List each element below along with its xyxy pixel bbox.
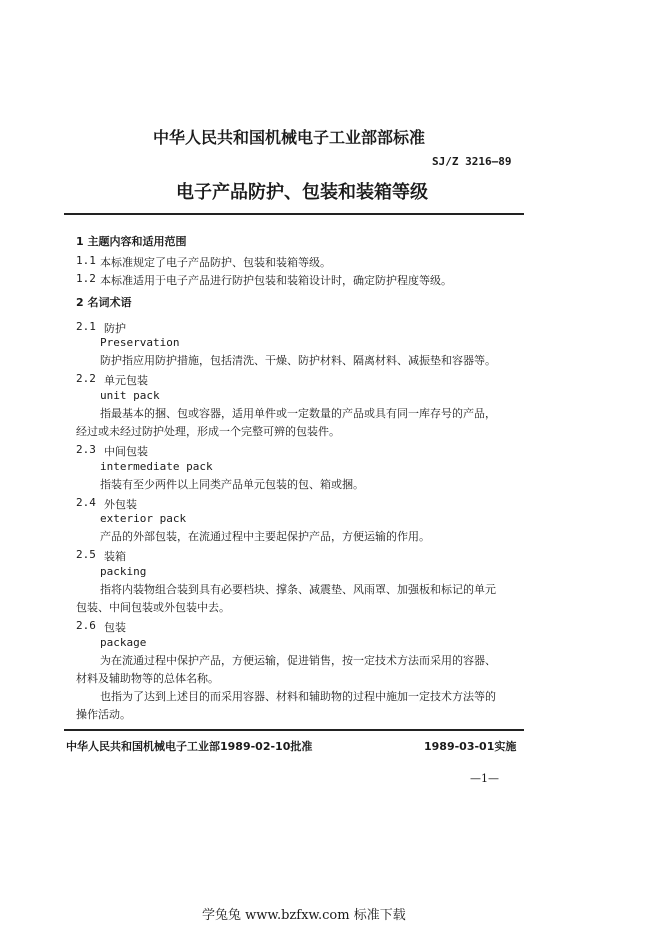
term-2-5-number: 2.5 bbox=[76, 548, 96, 561]
approval-date: 中华人民共和国机械电子工业部1989-02-10批准 bbox=[66, 740, 313, 753]
document-title: 电子产品防护、包装和装箱等级 bbox=[176, 182, 428, 203]
section-1-heading: 1 主题内容和适用范围 bbox=[76, 235, 187, 248]
term-2-5-definition-line1: 指将内装物组合装到具有必要档块、撑条、减震垫、风雨罩、加强板和标记的单元 bbox=[100, 583, 496, 596]
term-2-6-english: package bbox=[100, 636, 147, 649]
term-2-3-definition: 指装有至少两件以上同类产品单元包装的包、箱或捆。 bbox=[100, 478, 364, 491]
footer-rule bbox=[64, 729, 524, 731]
site-watermark: 学兔兔 www.bzfxw.com 标准下载 bbox=[202, 908, 406, 923]
term-2-4-number: 2.4 bbox=[76, 496, 96, 509]
header-rule bbox=[64, 213, 524, 215]
term-2-5-english: packing bbox=[100, 565, 147, 578]
term-2-2-definition-line1: 指最基本的捆、包或容器，适用单件或一定数量的产品或具有同一库存号的产品， bbox=[100, 407, 496, 420]
clause-1-1-text: 本标准规定了电子产品防护、包装和装箱等级。 bbox=[100, 256, 331, 269]
term-2-5-name: 装箱 bbox=[104, 550, 126, 563]
term-2-4-english: exterior pack bbox=[100, 512, 187, 525]
term-2-3-english: intermediate pack bbox=[100, 460, 213, 473]
clause-1-1-number: 1.1 bbox=[76, 254, 96, 267]
term-2-1-english: Preservation bbox=[100, 336, 180, 349]
term-2-2-definition-line2: 经过或未经过防护处理，形成一个完整可辨的包装件。 bbox=[76, 425, 340, 438]
term-2-6-name: 包装 bbox=[104, 621, 126, 634]
term-2-3-name: 中间包装 bbox=[104, 445, 148, 458]
standard-code: SJ/Z 3216—89 bbox=[432, 155, 512, 168]
term-2-2-number: 2.2 bbox=[76, 372, 96, 385]
term-2-1-name: 防护 bbox=[104, 322, 126, 335]
term-2-6-number: 2.6 bbox=[76, 619, 96, 632]
term-2-3-number: 2.3 bbox=[76, 443, 96, 456]
term-2-1-definition: 防护指应用防护措施，包括清洗、干燥、防护材料、隔离材料、减振垫和容器等。 bbox=[100, 354, 496, 367]
term-2-5-definition-line2: 包装、中间包装或外包装中去。 bbox=[76, 601, 230, 614]
term-2-2-english: unit pack bbox=[100, 389, 160, 402]
clause-1-2-number: 1.2 bbox=[76, 272, 96, 285]
term-2-2-name: 单元包装 bbox=[104, 374, 148, 387]
page-number: —1— bbox=[470, 772, 499, 785]
clause-1-2-text: 本标准适用于电子产品进行防护包装和装箱设计时，确定防护程度等级。 bbox=[100, 274, 452, 287]
term-2-6-definition-line1: 为在流通过程中保护产品，方便运输，促进销售，按一定技术方法而采用的容器、 bbox=[100, 654, 496, 667]
term-2-6-definition-line2: 材料及辅助物等的总体名称。 bbox=[76, 672, 219, 685]
section-2-heading: 2 名词术语 bbox=[76, 296, 132, 309]
effective-date: 1989-03-01实施 bbox=[424, 740, 517, 753]
term-2-1-number: 2.1 bbox=[76, 320, 96, 333]
term-2-6-definition-line3: 也指为了达到上述目的而采用容器、材料和辅助物的过程中施加一定技术方法等的 bbox=[100, 690, 496, 703]
ministry-standard-title: 中华人民共和国机械电子工业部部标准 bbox=[153, 128, 426, 147]
term-2-6-definition-line4: 操作活动。 bbox=[76, 708, 131, 721]
term-2-4-definition: 产品的外部包装，在流通过程中主要起保护产品，方便运输的作用。 bbox=[100, 530, 430, 543]
term-2-4-name: 外包装 bbox=[104, 498, 137, 511]
